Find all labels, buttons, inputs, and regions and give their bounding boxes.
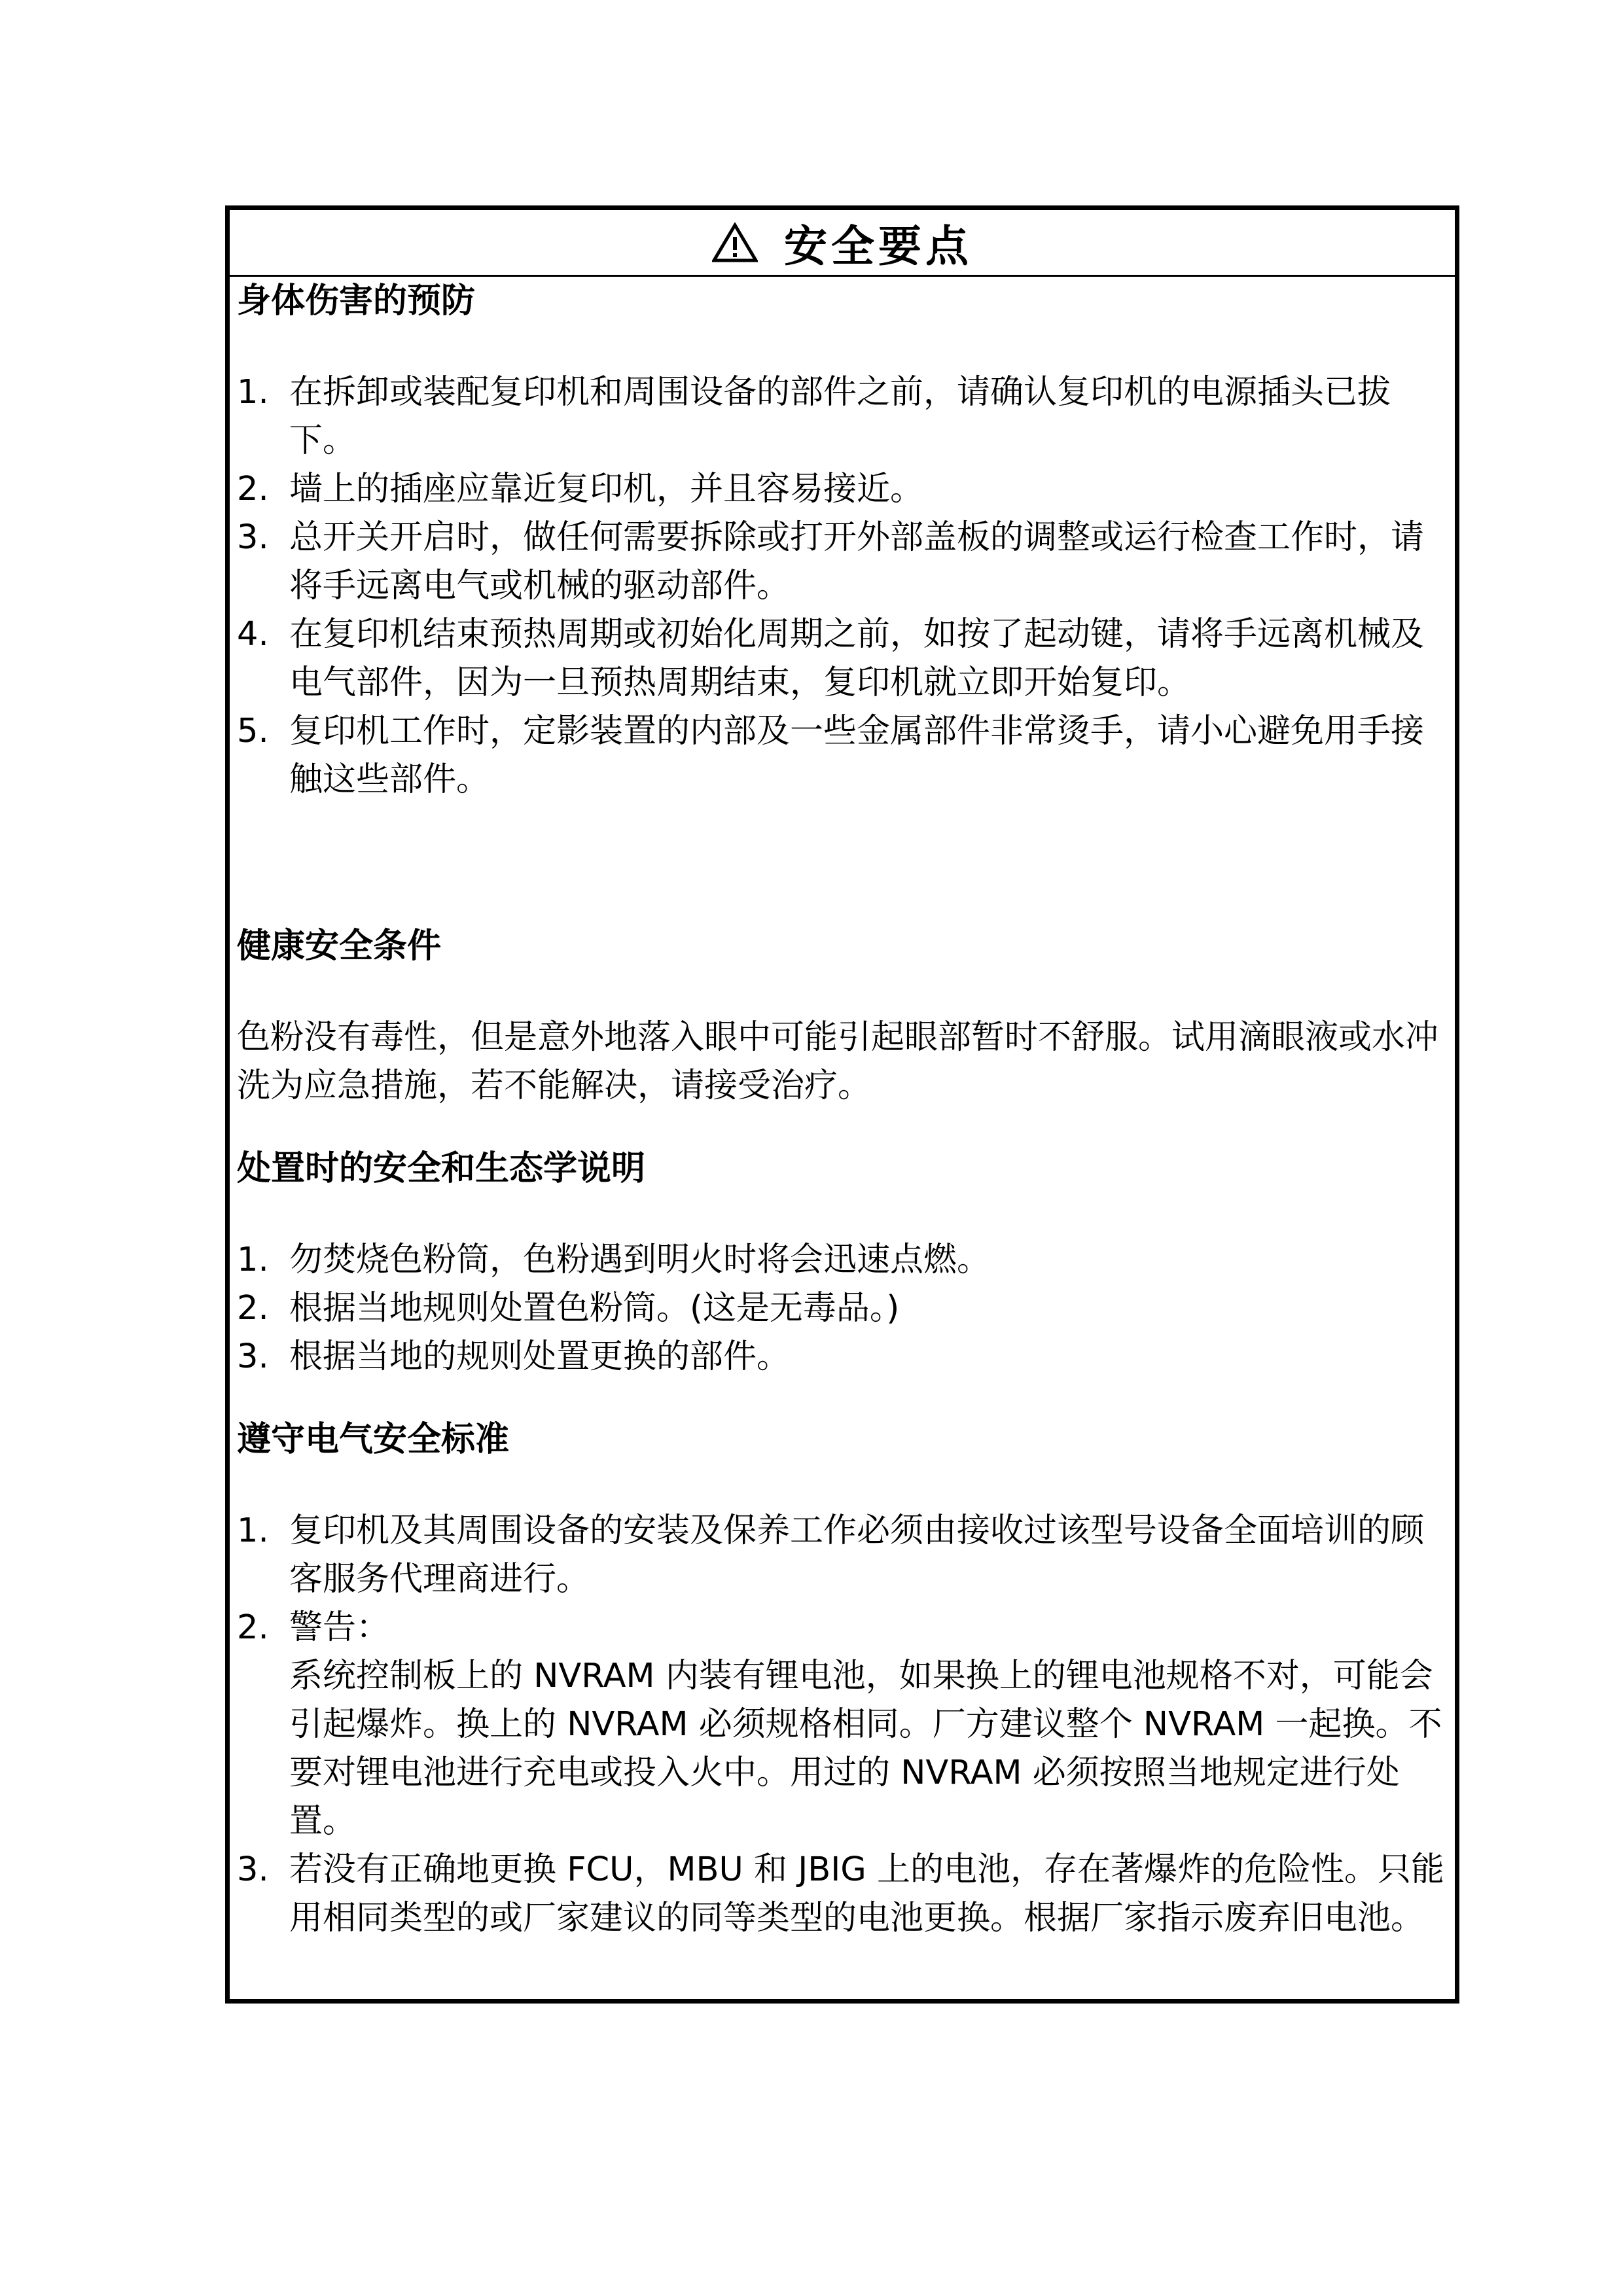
injury-list: [237, 368, 1455, 804]
item-number: 2.: [237, 470, 269, 508]
list-item: [237, 1507, 1455, 1604]
item-text: 复印机及其周围设备的安装及保养工作必须由接收过该型号设备全面培训的顾客服务代理商进行。: [289, 1511, 1425, 1598]
list-item: [237, 707, 1455, 804]
item-number: 1.: [237, 373, 269, 412]
item-number: 5.: [237, 712, 269, 751]
list-item: [237, 465, 1455, 514]
page-title: 安全要点: [784, 221, 972, 272]
item-text: 复印机工作时，定影装置的内部及一些金属部件非常烫手，请小心避免用手接触这些部件。: [289, 712, 1425, 799]
item-number: 3.: [237, 518, 269, 557]
item-text: 总开关开启时，做任何需要拆除或打开外部盖板的调整或运行检查工作时，请将手远离电气或机械的驱动部件。: [289, 518, 1425, 605]
list-item: [237, 514, 1455, 610]
section-heading-disposal: 处置时的安全和生态学说明: [237, 1148, 646, 1188]
item-number: 3.: [237, 1337, 269, 1376]
item-text: 根据当地的规则处置更换的部件。: [289, 1337, 791, 1376]
item-text: 根据当地规则处置色粉筒。(这是无毒品。): [289, 1289, 900, 1328]
list-item: [237, 1604, 1455, 1846]
item-number: 2.: [237, 1608, 269, 1647]
item-number: 1.: [237, 1241, 269, 1279]
section-heading-injury: 身体伤害的预防: [237, 281, 476, 321]
document-body: [230, 277, 1455, 1943]
section-heading-health: 健康安全条件: [237, 926, 442, 966]
list-item: [237, 1236, 1455, 1284]
safety-frame: [225, 205, 1459, 2004]
list-item: [237, 1284, 1455, 1333]
section-heading-electrical: 遵守电气安全标准: [237, 1419, 510, 1459]
item-number: 2.: [237, 1289, 269, 1328]
list-item: [237, 368, 1455, 465]
list-item: [237, 1333, 1455, 1381]
item-number: 3.: [237, 1850, 269, 1889]
item-text: 在复印机结束预热周期或初始化周期之前，如按了起动键，请将手远离机械及电气部件，因为一旦预热周期结束，复印机就立即开始复印。: [289, 615, 1425, 702]
warning-icon: [712, 222, 758, 263]
item-text: 勿焚烧色粉筒，色粉遇到明火时将会迅速点燃。: [289, 1241, 991, 1279]
warning-label: 警告：: [289, 1608, 390, 1647]
list-item: [237, 1846, 1455, 1943]
item-number: 4.: [237, 615, 269, 654]
item-text: 若没有正确地更换 FCU，MBU 和 JBIG 上的电池，存在著爆炸的危险性。只能用相同类型的或厂家建议的同等类型的电池更换。根据厂家指示废弃旧电池。: [289, 1850, 1445, 1937]
title-bar: [230, 210, 1455, 277]
item-text: 在拆卸或装配复印机和周围设备的部件之前，请确认复印机的电源插头已拔下。: [289, 373, 1391, 460]
disposal-list: [237, 1236, 1455, 1381]
health-paragraph: 色粉没有毒性，但是意外地落入眼中可能引起眼部暂时不舒服。试用滴眼液或水冲洗为应急措施，若不能解决，请接受治疗。: [237, 1018, 1439, 1105]
item-text: 系统控制板上的 NVRAM 内装有锂电池，如果换上的锂电池规格不对，可能会引起爆炸。换上的 NVRAM 必须规格相同。厂方建议整个 NVRAM 一起换。不要对锂电池进行充电或投入火中。用过的 NVRAM 必须按照当地规定进行处置。: [289, 1657, 1442, 1841]
list-item: [237, 610, 1455, 707]
item-text: 墙上的插座应靠近复印机，并且容易接近。: [289, 470, 924, 508]
item-number: 1.: [237, 1511, 269, 1550]
electrical-list: [237, 1507, 1455, 1943]
